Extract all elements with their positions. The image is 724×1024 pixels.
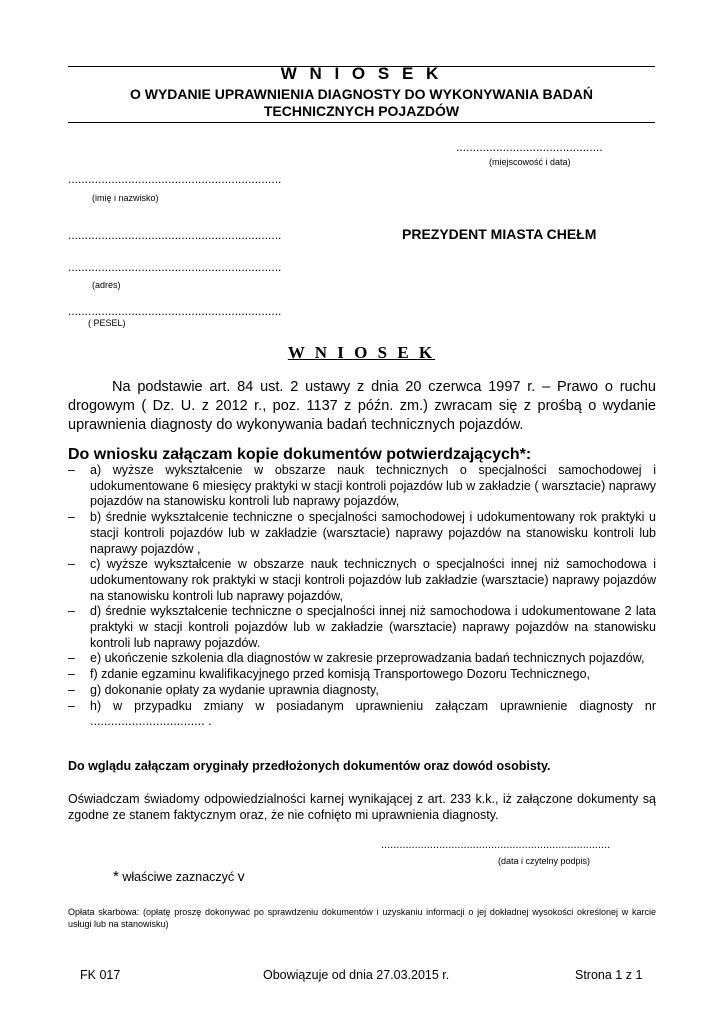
list-item-text: f) zdanie egzaminu kwalifikacyjnego przed komisją Transportowego Dozoru Technicznego,	[90, 667, 591, 682]
list-item[interactable]	[68, 463, 656, 510]
signature-label: (data i czytelny podpis)	[498, 856, 591, 866]
attachments-heading: Do wniosku załączam kopie dokumentów potwierdzających*:	[68, 446, 532, 463]
dash-bullet: –	[68, 651, 75, 666]
signature-field[interactable]: ...........................................................................	[381, 839, 611, 851]
address-field[interactable]: ................................................................	[68, 260, 282, 274]
header-bottom-rule	[68, 122, 655, 123]
footnote	[113, 868, 245, 885]
document-subtitle	[68, 86, 655, 120]
list-item[interactable]	[68, 699, 656, 730]
dash-bullet: –	[68, 557, 75, 572]
dash-bullet: –	[68, 463, 75, 477]
list-item[interactable]	[68, 604, 656, 651]
footer-page-number: Strona 1 z 1	[575, 968, 643, 982]
list-item[interactable]	[68, 557, 656, 604]
attachments-list	[68, 463, 656, 730]
footer-valid-from: Obowiązuje od dnia 27.03.2015 r.	[263, 968, 450, 982]
name-label: (imię i nazwisko)	[92, 193, 159, 203]
footnote-mark: v	[237, 868, 245, 884]
list-item-text: h) w przypadku zmiany w posiadanym uprawnieniu załączam uprawnienie diagnosty nr ................................. .	[90, 698, 656, 729]
originals-note: Do wglądu załączam oryginały przedłożonych dokumentów oraz dowód osobisty.	[68, 759, 551, 773]
footer-code: FK 017	[80, 968, 121, 982]
list-item-text: g) dokonanie opłaty za wydanie uprawnia diagnosty,	[90, 682, 379, 697]
place-date-label: (miejscowość i data)	[489, 157, 571, 167]
list-item-text: b) średnie wykształcenie techniczne o specjalności samochodowej i udokumentowany rok praktyki u stacji kontroli pojazdów lub w zakładzie (warsztacie) naprawy pojazdów na stanowisku kontroli lub naprawy pojazdów ,	[90, 510, 656, 556]
body-title: W N I O S E K	[287, 343, 436, 362]
dash-bullet: –	[68, 604, 75, 619]
list-item[interactable]	[68, 651, 656, 667]
dash-bullet: –	[68, 510, 75, 525]
place-date-field[interactable]: ............................................	[456, 140, 603, 154]
dash-bullet: –	[68, 682, 75, 697]
dash-bullet: –	[68, 698, 75, 713]
list-item-text: d) średnie wykształcenie techniczne o specjalności innej niż samochodowa i udokumentowane 2 lata praktyki w stacji kontroli pojazdów lub w zakładzie (warsztacie) naprawy pojazdów na stanowisku kontroli lub naprawy pojazdów.	[90, 604, 656, 650]
recipient: PREZYDENT MIASTA CHEŁM	[402, 226, 597, 242]
footnote-star: *	[113, 868, 119, 885]
name-field[interactable]: ................................................................	[68, 172, 282, 186]
subtitle-line-1: O WYDANIE UPRAWNIENIA DIAGNOSTY DO WYKONYWANIA BADAŃ	[129, 86, 594, 102]
address-label: (adres)	[92, 280, 121, 290]
intro-paragraph: Na podstawie art. 84 ust. 2 ustawy z dnia 20 czerwca 1997 r. – Prawo o ruchu drogowym ( Dz. U. z 2012 r., poz. 1137 z późn. zm.) zwracam się z prośbą o wydanie uprawnienia diagnosty do wykonywania badań technicznych pojazdów.	[68, 379, 656, 433]
pesel-label: ( PESEL)	[88, 318, 126, 328]
declaration-paragraph: Oświadczam świadomy odpowiedzialności karnej wynikającej z art. 233 k.k., iż załączone dokumenty są zgodne ze stanem faktycznym oraz, że nie cofnięto mi uprawnienia diagnosty.	[68, 792, 656, 822]
fee-note: Opłata skarbowa: (opłatę proszę dokonywać po sprawdzeniu dokumentów i uzyskaniu informacji o jej dokładnej wysokości określonej w karcie usługi lub na stanowisku)	[68, 907, 656, 929]
list-item[interactable]	[68, 667, 656, 683]
list-item-text: e) ukończenie szkolenia dla diagnostów w zakresie przeprowadzania badań technicznych pojazdów,	[90, 651, 645, 666]
list-item[interactable]	[68, 683, 656, 699]
pesel-field[interactable]: ................................................................	[68, 304, 282, 318]
document-title: W N I O S E K	[280, 64, 443, 83]
subtitle-line-2: TECHNICZNYCH POJAZDÓW	[263, 103, 460, 119]
extra-line-field[interactable]: ................................................................	[68, 228, 282, 242]
list-item[interactable]	[68, 510, 656, 557]
footnote-text: właściwe zaznaczyć	[118, 870, 238, 884]
dash-bullet: –	[68, 667, 75, 682]
list-item-text: a) wyższe wykształcenie w obszarze nauk technicznych o specjalności samochodowej i udokumentowane 6 miesięcy praktyki w stacji kontroli pojazdów lub w zakładzie ( warsztacie) naprawy pojazdów na stanowisku kontroli lub naprawy pojazdów,	[90, 463, 656, 509]
list-item-text: c) wyższe wykształcenie w obszarze nauk technicznych o specjalności innej niż samochodowa i udokumentowany rok praktyki w stacji kontroli pojazdów lub zakładzie (warsztacie) naprawy pojazdów na stanowisku kontroli lub naprawy pojazdów,	[90, 557, 656, 603]
